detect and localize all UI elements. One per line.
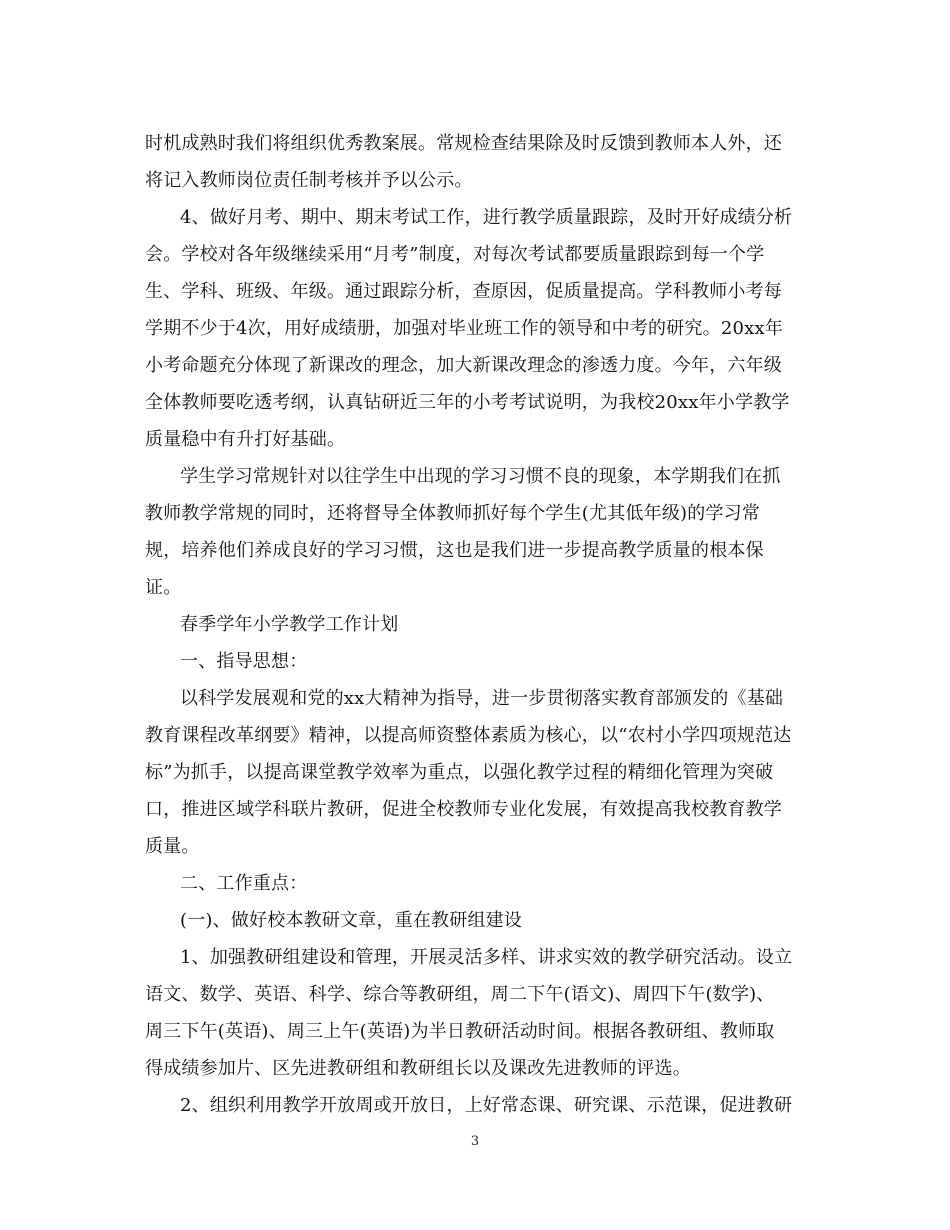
paragraph-line: 以科学发展观和党的xx大精神为指导，进一步贯彻落实教育部颁发的《基础 [180, 688, 784, 709]
section-heading: 二、工作重点： [180, 873, 308, 894]
paragraph-line: 周三下午(英语)、周三上午(英语)为半日教研活动时间。根据各教研组、教师取 [145, 1021, 775, 1042]
paragraph-line: 会。学校对各年级继续采用“月考”制度，对每次考试都要质量跟踪到每一个学 [145, 244, 765, 265]
paragraph-line: 语文、数学、英语、科学、综合等教研组，周二下午(语文)、周四下午(数学)、 [145, 984, 775, 1005]
paragraph-line: 规，培养他们养成良好的学习习惯，这也是我们进一步提高教学质量的根本保 [145, 540, 764, 561]
paragraph-line: 教师教学常规的同时，还将督导全体教师抓好每个学生(尤其低年级)的学习常 [145, 503, 761, 524]
paragraph-line: 全体教师要吃透考纲，认真钻研近三年的小考考试说明，为我校20xx年小学教学 [145, 392, 790, 413]
paragraph-line: 时机成熟时我们将组织优秀教案展。常规检查结果除及时反馈到教师本人外，还 [145, 133, 782, 154]
paragraph-line: 证。 [145, 577, 182, 598]
paragraph-line: 生、学科、班级、年级。通过跟踪分析，查原因，促质量提高。学科教师小考每 [145, 281, 782, 302]
paragraph-line: 将记入教师岗位责任制考核并予以公示。 [145, 170, 473, 191]
paragraph-line: 质量。 [145, 836, 200, 857]
paragraph-line: 得成绩参加片、区先进教研组和教研组长以及课改先进教师的评选。 [145, 1058, 691, 1079]
paragraph-line: 4、做好月考、期中、期末考试工作，进行教学质量跟踪，及时开好成绩分析 [180, 207, 793, 228]
paragraph-line: 小考命题充分体现了新课改的理念，加大新课改理念的渗透力度。今年，六年级 [145, 355, 782, 376]
paragraph-line: 学期不少于4次，用好成绩册，加强对毕业班工作的领导和中考的研究。20xx年 [145, 318, 784, 339]
paragraph-line: 标”为抓手，以提高课堂教学效率为重点，以强化教学过程的精细化管理为突破 [145, 762, 774, 783]
paragraph-line: 教育课程改革纲要》精神，以提高师资整体素质为核心，以“农村小学四项规范达 [145, 725, 792, 746]
section-title: 春季学年小学教学工作计划 [180, 614, 399, 635]
subsection-heading: (一)、做好校本教研文章，重在教研组建设 [180, 910, 523, 931]
paragraph-line: 1、加强教研组建设和管理，开展灵活多样、讲求实效的教学研究活动。设立 [180, 947, 793, 968]
paragraph-line: 质量稳中有升打好基础。 [145, 429, 346, 450]
paragraph-line: 学生学习常规针对以往学生中出现的学习习惯不良的现象，本学期我们在抓 [180, 466, 781, 487]
page-number: 3 [470, 1134, 480, 1149]
paragraph-line: 2、组织利用教学开放周或开放日，上好常态课、研究课、示范课，促进教研 [180, 1095, 793, 1116]
section-heading: 一、指导思想： [180, 651, 308, 672]
paragraph-line: 口，推进区域学科联片教研，促进全校教师专业化发展，有效提高我校教育教学 [145, 799, 782, 820]
